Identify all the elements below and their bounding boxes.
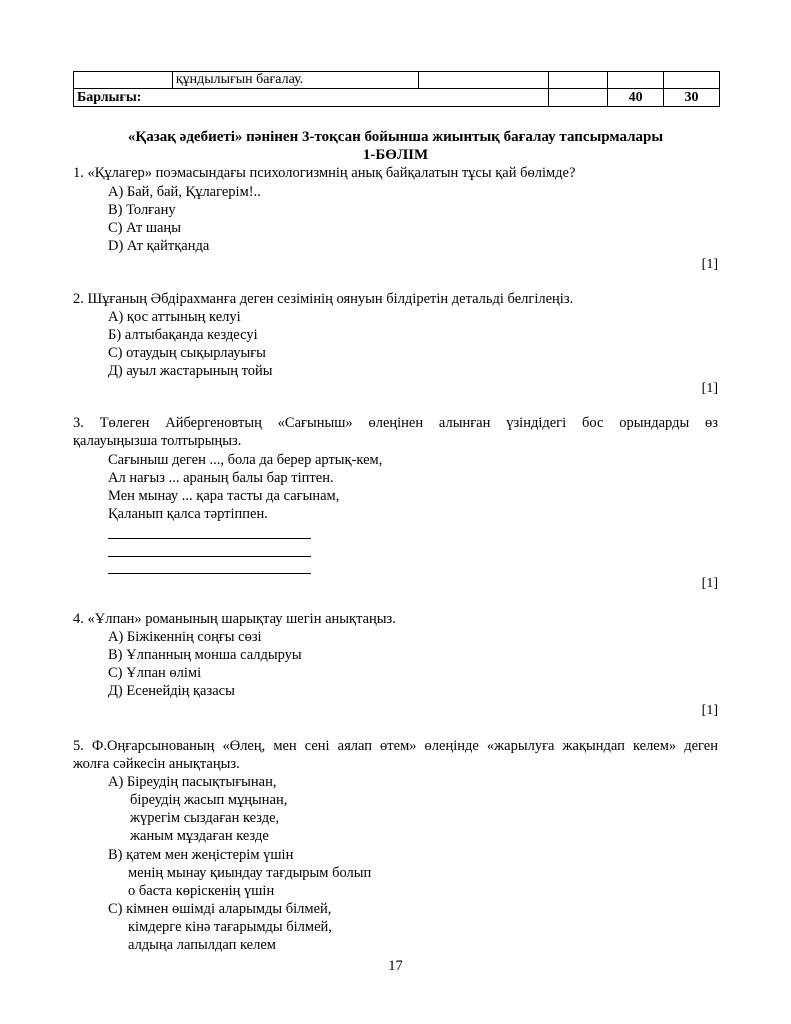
question-4-mark: [1]: [701, 703, 718, 718]
question-3-text-line-1: 3. Төлеген Айбергеновтың «Сағыныш» өлеңінен алынған үзіндідегі бос орындарды өз: [73, 415, 718, 431]
option-c-line: кімдерге кінә тағарымды білмей,: [128, 919, 332, 935]
question-4-option-a: A) Біжікеннің соңғы сөзі: [108, 629, 262, 645]
question-4-text: 4. «Ұлпан» романының шарықтау шегін анықтаңыз.: [73, 611, 396, 627]
poem-line-3: Мен мынау ... қара тасты да сағынам,: [108, 488, 340, 504]
page-number: 17: [388, 958, 403, 974]
question-2-mark: [1]: [701, 381, 718, 396]
poem-line-1: Сағыныш деген ..., бола да берер артық-кем,: [108, 452, 383, 468]
question-5-text-line-2: жолға сәйкесін анықтаңыз.: [73, 756, 240, 772]
option-b-line: менің мынау қиындау тағдырым болып: [128, 865, 372, 881]
question-2-option-d: Д) ауыл жастарының тойы: [108, 363, 273, 379]
page-title: «Қазақ әдебиеті» пәнінен 3-тоқсан бойынша жиынтық бағалау тапсырмалары: [127, 129, 664, 145]
question-2-option-c: С) отаудың сықырлауығы: [108, 345, 266, 361]
poem-line-4: Қаланып қалса тәртіппен.: [108, 506, 268, 522]
answer-blank-line[interactable]: [108, 556, 311, 557]
question-4-option-d: Д) Есенейдің қазасы: [108, 683, 235, 699]
question-3-mark: [1]: [701, 576, 718, 591]
option-c-line: алдыңа лапылдап келем: [128, 937, 276, 953]
question-2-option-b: Б) алтыбақанда кездесуі: [108, 327, 258, 343]
question-5-option-c: C) кімнен өшімді аларымды білмей,: [108, 901, 332, 917]
total-value-a: 40: [608, 89, 664, 107]
question-1-option-d: D) Ат қайтқанда: [108, 238, 210, 254]
question-5-text-line-1: 5. Ф.Оңғарсынованың «Өлең, мен сені аялап өтем» өлеңінде «жарылуға жақындап келем» деген: [73, 738, 718, 754]
option-b-line: о баста көріскенің үшін: [128, 883, 275, 899]
question-4-option-c: C) Ұлпан өлімі: [108, 665, 202, 681]
question-2-option-a: А) қос аттының келуі: [108, 309, 241, 325]
question-4-option-b: B) Ұлпанның монша салдыруы: [108, 647, 302, 663]
section-title: 1-БӨЛІМ: [362, 147, 429, 163]
table-row: [74, 72, 720, 89]
table-cell-criterion: құндылығын бағалау.: [172, 72, 419, 89]
question-1-option-b: B) Толғану: [108, 202, 176, 218]
score-table: [73, 71, 720, 107]
option-a-line: жаным мұздаған кезде: [130, 828, 269, 844]
question-5-option-b: B) қатем мен жеңістерім үшін: [108, 847, 294, 863]
total-label: Барлығы:: [74, 89, 549, 107]
question-1-text: 1. «Құлагер» поэмасындағы психологизмнің анық байқалатын тұсы қай бөлімде?: [73, 165, 576, 181]
answer-blank-line[interactable]: [108, 538, 311, 539]
question-2-text: 2. Шұғаның Әбдірахманға деген сезімінің оянуын білдіретін детальді белгілеңіз.: [73, 291, 574, 307]
question-1-mark: [1]: [701, 257, 718, 272]
question-5-option-a: A) Біреудің пасықтығынан,: [108, 774, 277, 790]
question-1-option-a: A) Бай, бай, Құлагерім!..: [108, 184, 261, 200]
total-value-b: 30: [664, 89, 720, 107]
option-a-line: жүрегім сыздаған кезде,: [130, 810, 280, 826]
option-a-line: біреудің жасып мұңынан,: [130, 792, 288, 808]
question-3-text-line-2: қалауыңызша толтырыңыз.: [73, 433, 242, 449]
table-total-row: [74, 89, 720, 107]
answer-blank-line[interactable]: [108, 573, 311, 574]
poem-line-2: Ал нағыз ... араның балы бар тіптен.: [108, 470, 334, 486]
question-1-option-c: C) Ат шаңы: [108, 220, 181, 236]
